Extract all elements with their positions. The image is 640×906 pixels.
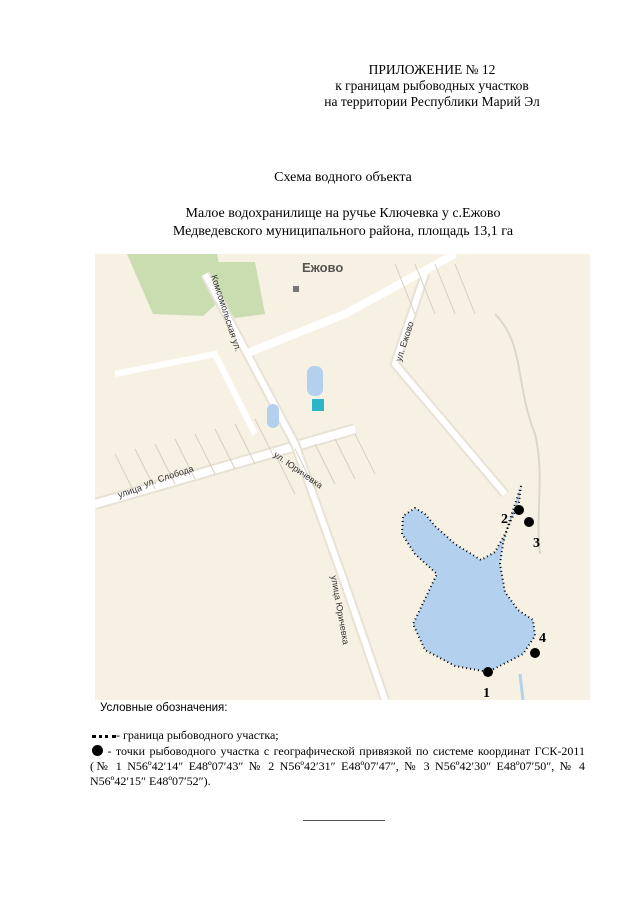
legend-boundary <box>90 728 585 743</box>
subtitle-line-2: Медведевского муниципального района, площадь 13,1 га <box>172 224 514 239</box>
point-2-marker <box>514 505 524 515</box>
legend-boundary-text: - граница рыбоводного участка; <box>116 728 279 742</box>
appendix-number: ПРИЛОЖЕНИЕ № 12 <box>368 62 496 77</box>
point-marker-icon <box>92 745 103 756</box>
separator-line <box>303 820 385 821</box>
legend-title: Условные обозначения: <box>100 702 228 714</box>
point-3-marker <box>524 517 534 527</box>
street-yurichevka-south: улица Юричевка <box>329 574 352 646</box>
point-1-label: 1 <box>483 686 490 700</box>
subtitle-line-1: Малое водохранилище на ручье Ключевка у с.Ежово <box>185 206 501 221</box>
appendix-header <box>272 62 592 110</box>
map-pond-small <box>307 366 323 396</box>
point-4-label: 4 <box>539 631 546 646</box>
point-4-marker <box>530 648 540 658</box>
map-building <box>293 286 299 292</box>
village-label: Ежово <box>302 260 344 275</box>
street-sloboda: ул. Слобода <box>142 463 195 489</box>
dotted-line-icon <box>92 735 116 738</box>
point-2-label: 2 <box>501 512 508 527</box>
page-title: Схема водного объекта <box>274 170 412 185</box>
point-3-label: 3 <box>533 536 540 551</box>
map-poi-icon <box>312 399 324 411</box>
appendix-line-2: к границам рыбоводных участков <box>335 78 529 93</box>
street-yurichevka: ул. Юричевка <box>271 449 325 491</box>
street-ulitsa: улица <box>116 482 144 500</box>
point-1-marker <box>483 667 493 677</box>
map-scheme <box>95 254 590 700</box>
legend-points <box>90 744 585 789</box>
legend-points-text: - точки рыбоводного участка с географической привязкой по системе координат ГСК-2011 (№ 1 N56º42′14″ E48º07′43″ № 2 N56º42′31″ E48º07′47″, № 3 N56º42′30″ E48º07′50″, № 4 N56º42′15″ E48º07′52″). <box>90 744 585 788</box>
appendix-line-3: на территории Республики Марий Эл <box>324 94 540 109</box>
page-subtitle <box>0 205 640 241</box>
street-komsomolskaya: Комсомольская ул. <box>209 273 244 353</box>
map-pond-small-2 <box>267 404 279 428</box>
street-ezhovo: ул. Ежово <box>393 320 416 363</box>
